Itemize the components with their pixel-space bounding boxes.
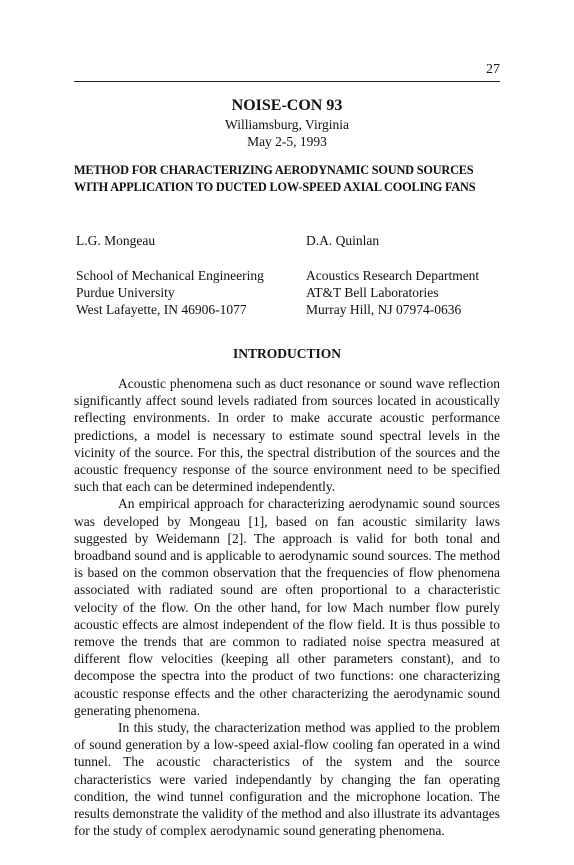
body-paragraph: Acoustic phenomena such as duct resonance or sound wave reflection significantly affect sound levels radiated from sources located in acoustically reflecting environments. In order to make accurate acoustic performance predictions, a model is necessary to estimate sound spectral levels in the vicinity of the source. For this, the spectral distribution of the sources and the acoustic frequency response of the source environment need to be specified such that each can be determined independently. xyxy=(74,376,500,495)
paper-title-line-1: METHOD FOR CHARACTERIZING AERODYNAMIC SOUND SOURCES xyxy=(74,163,474,177)
paper-title xyxy=(74,162,500,196)
author-affiliation-line: Acoustics Research Department xyxy=(306,268,480,283)
header-rule xyxy=(74,81,500,82)
author-block-mongeau xyxy=(76,232,264,318)
author-name: D.A. Quinlan xyxy=(306,233,380,248)
author-affiliation-line: AT&T Bell Laboratories xyxy=(306,285,439,300)
conference-dates: May 2-5, 1993 xyxy=(247,134,327,149)
author-affiliation-line: Murray Hill, NJ 07974-0636 xyxy=(306,302,462,317)
body-paragraph: An empirical approach for characterizing aerodynamic sound sources was developed by Mongeau [1], based on fan acoustic similarity laws suggested by Weidemann [2]. The approach is valid for both tonal and broadband sound and is applicable to aerodynamic sound sources. The method is based on the common observation that the frequencies of flow phenomena associated with radiated sound are often proportional to a characteristic velocity of the flow. On the other hand, for low Mach number flow purely acoustic effects are almost independent of the flow field. It is thus possible to remove the trends that are common to radiated noise spectra measured at different flow velocities (keeping all other parameters constant), and to decompose the spectra into the product of two functions: one characterizing acoustic response effects and the other characterizing the aerodynamic sound generating phenomena. xyxy=(74,496,500,718)
page-number: 27 xyxy=(486,62,500,77)
author-affiliation-line: West Lafayette, IN 46906-1077 xyxy=(76,302,247,317)
author-affiliation-line: School of Mechanical Engineering xyxy=(76,268,264,283)
author-block-quinlan xyxy=(306,232,479,318)
section-body xyxy=(74,375,500,839)
conference-location: Williamsburg, Virginia xyxy=(225,117,349,132)
paper-title-line-2: WITH APPLICATION TO DUCTED LOW-SPEED AXIAL COOLING FANS xyxy=(74,180,476,194)
section-heading: INTRODUCTION xyxy=(232,346,341,361)
conference-header xyxy=(0,96,574,150)
author-affiliation-line: Purdue University xyxy=(76,285,175,300)
author-name: L.G. Mongeau xyxy=(76,233,156,248)
conference-name: NOISE-CON 93 xyxy=(231,97,343,114)
body-paragraph: In this study, the characterization method was applied to the problem of sound generation by a low-speed axial-flow cooling fan operated in a wind tunnel. The acoustic characteristics of the system and the source characteristics were varied independantly by changing the fan operating condition, the wind tunnel configuration and the microphone location. The results demonstrate the validity of the method and also illustrate its advantages for the study of complex aerodynamic sound generating phenomena. xyxy=(74,720,500,839)
